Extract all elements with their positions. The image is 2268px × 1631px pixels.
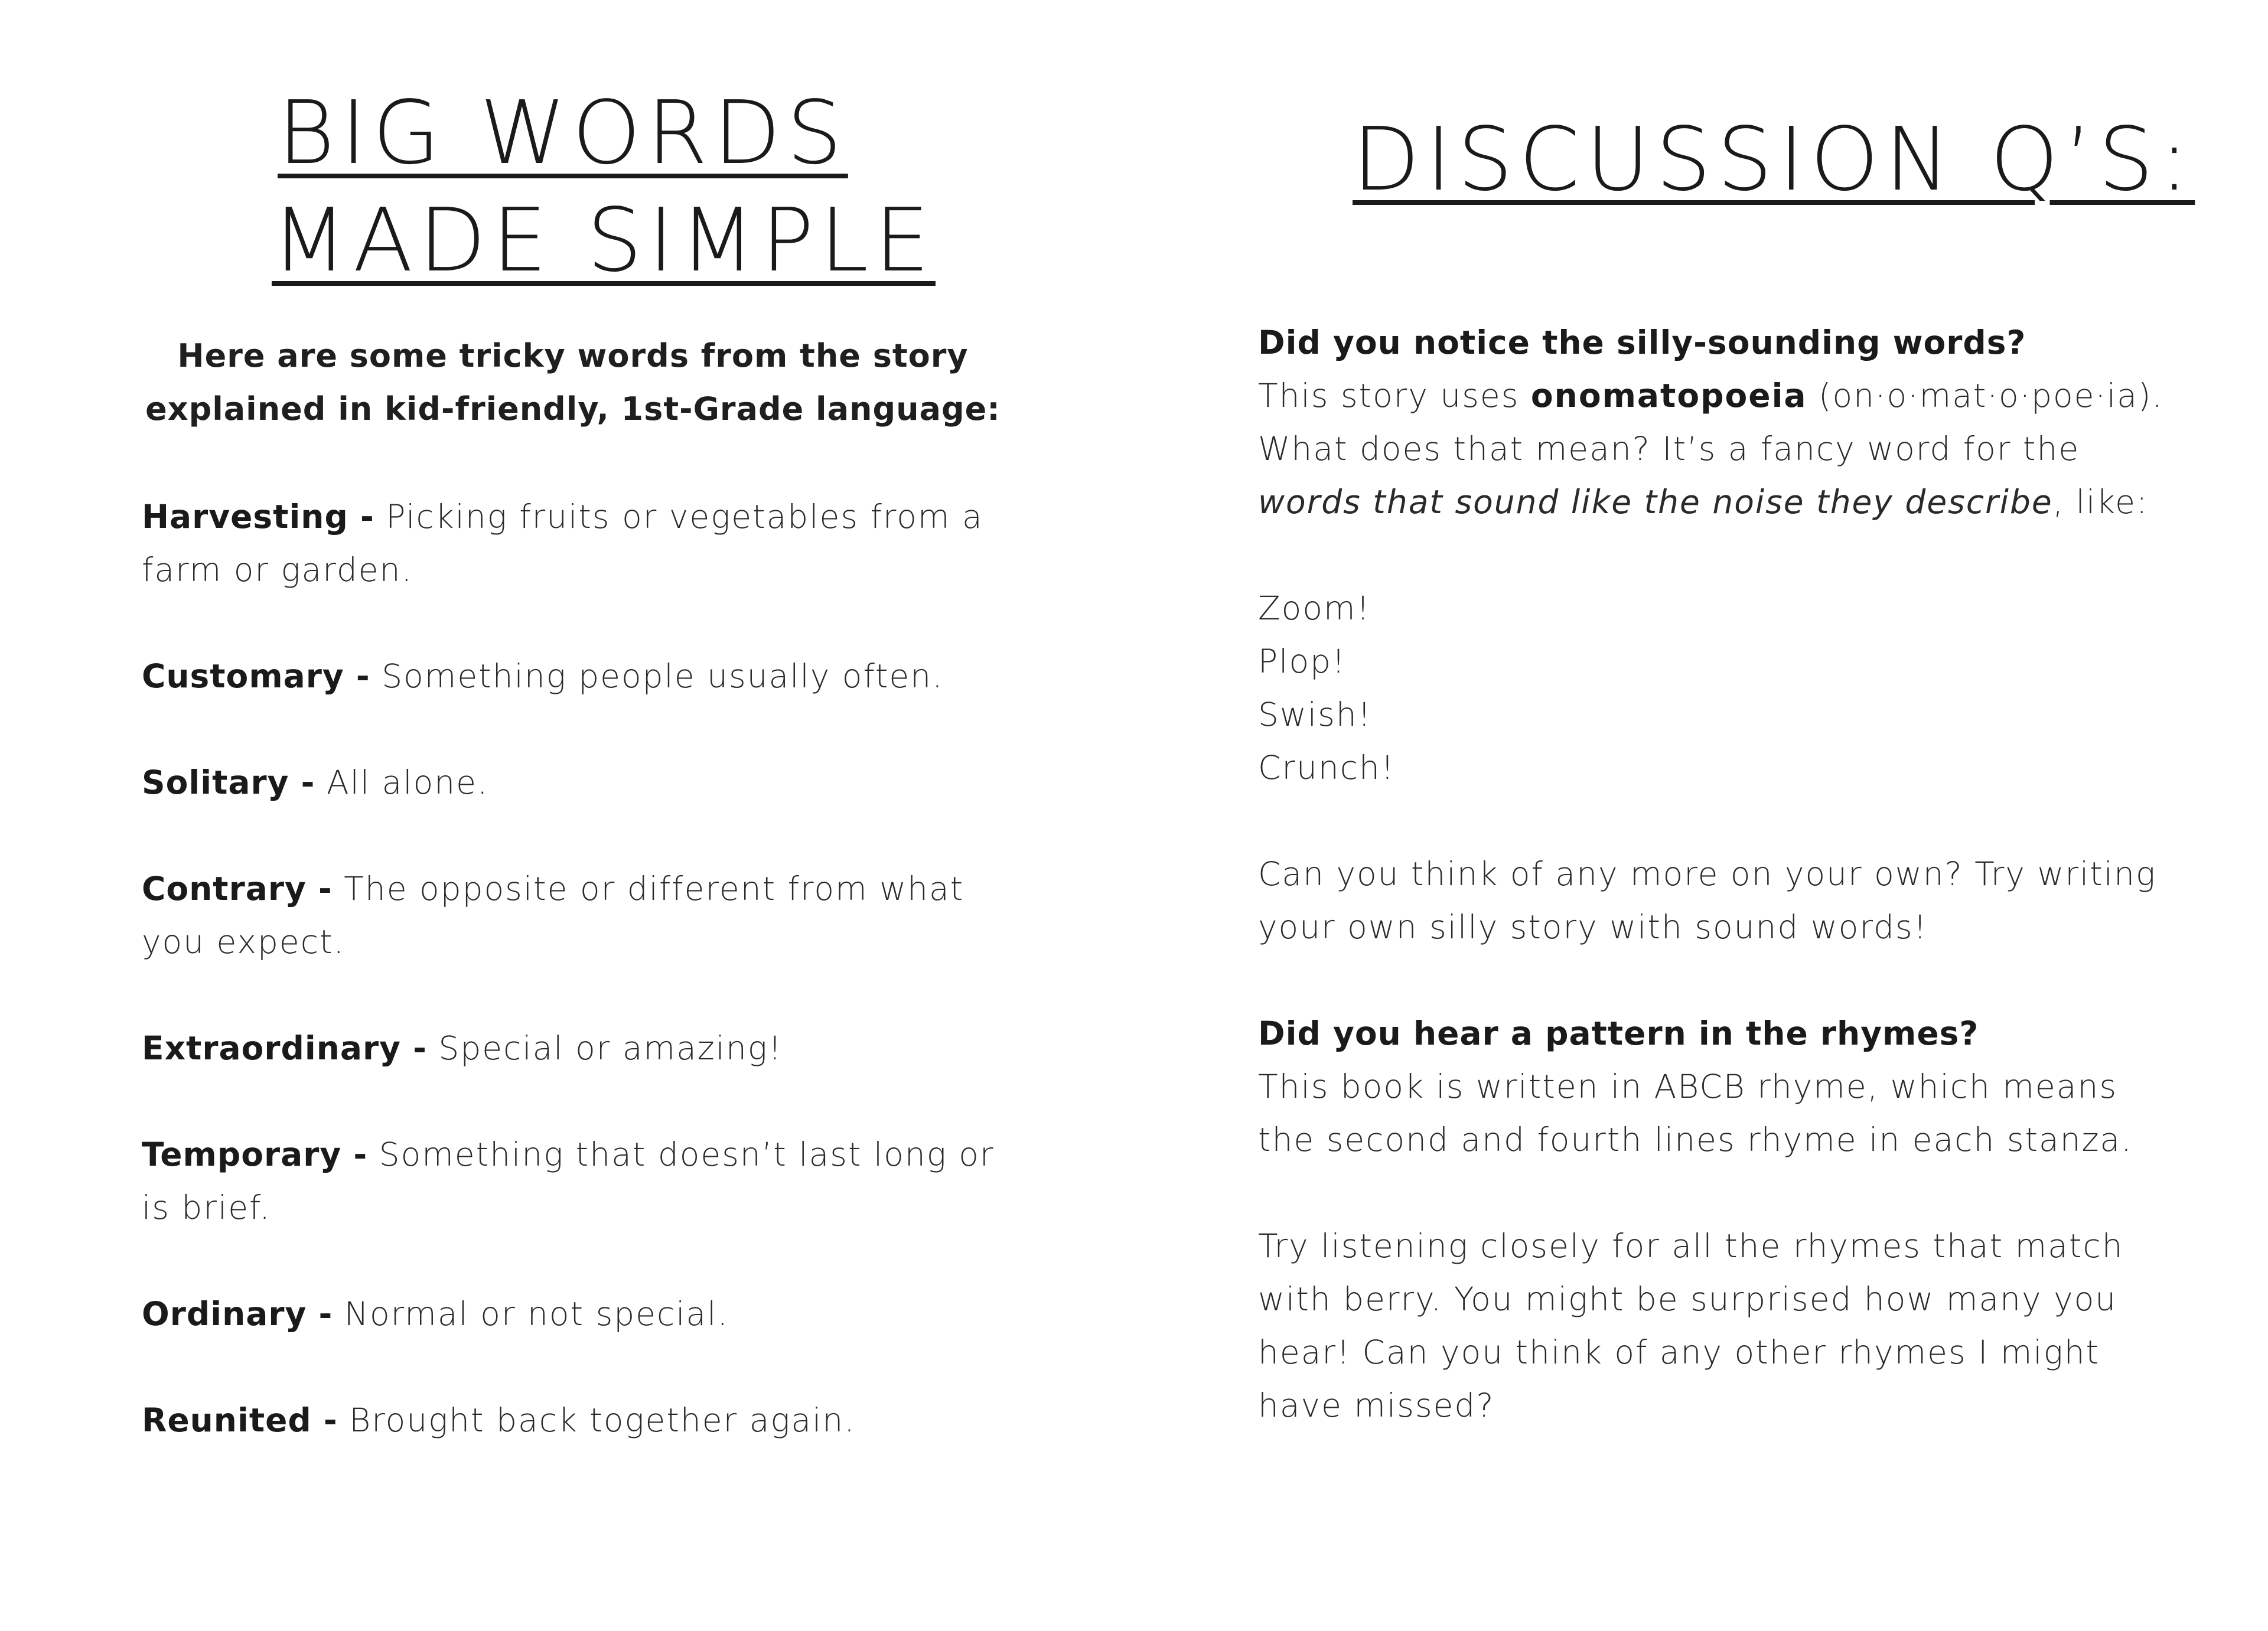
glossary-term: Ordinary - [142,1295,333,1333]
paragraph-gap [1258,529,2227,582]
q1-line-3-italic: words that sound like the noise they describe [1258,483,2053,521]
discussion-q2-line-2: the second and fourth lines rhyme in each stanza. [1258,1121,2133,1159]
discussion-q1-line-3 [1258,475,2227,529]
right-page [1134,0,2268,1631]
glossary-term: Customary - [142,657,370,695]
sound-word-example: Zoom! [1258,589,1371,627]
glossary-definition: Something people usually often. [370,657,944,695]
glossary-definition: Something that doesn’t last long or is brief. [142,1136,995,1226]
glossary-item-contrary [142,862,1016,968]
paragraph-gap [1258,794,2227,847]
discussion-q1-followup-1: Can you think of any more on your own? Try writing [1258,855,2156,893]
discussion-q2-para-1: Try listening closely for all the rhymes that match [1258,1227,2124,1265]
discussion-q2-para-2: with berry. You might be surprised how many you [1258,1280,2117,1318]
discussion-q1-line-1 [1258,369,2227,422]
glossary-item-temporary [142,1128,1016,1234]
glossary-term: Temporary - [142,1136,368,1173]
discussion-body [1258,316,2227,1432]
glossary-definition: Brought back together again. [337,1401,856,1439]
glossary-definition: The opposite or different from what you expect. [142,870,964,961]
glossary-term: Solitary - [142,764,315,801]
glossary-list [142,490,1016,1500]
glossary-item-extraordinary [142,1022,1016,1075]
discussion-q2-para-4: have missed? [1258,1387,1495,1424]
discussion-q2-line-1: This book is written in ABCB rhyme, which means [1258,1068,2117,1105]
big-words-title-line-1: BIG WORDS [278,82,848,184]
q1-line-1-post: (on·o·mat·o·poe·ia). [1807,377,2163,415]
discussion-q1-followup-2: your own silly story with sound words! [1258,908,1928,946]
discussion-q2-para-3: hear! Can you think of any other rhymes I might [1258,1333,2100,1371]
glossary-intro-line-2: explained in kid-friendly, 1st-Grade language: [145,390,1001,428]
glossary-item-ordinary [142,1287,1016,1340]
q1-line-1-pre: This story uses [1258,377,1531,415]
discussion-title: DISCUSSION Q’S: [1353,109,2195,210]
sound-word-example: Crunch! [1258,749,1395,787]
discussion-question-1: Did you notice the silly-sounding words? [1258,324,2026,361]
paragraph-gap [1258,1166,2227,1219]
glossary-definition: Special or amazing! [426,1029,783,1067]
discussion-question-2: Did you hear a pattern in the rhymes? [1258,1015,1979,1052]
paragraph-gap [1258,954,2227,1007]
glossary-term: Extraordinary - [142,1029,427,1067]
glossary-item-reunited [142,1394,1016,1447]
glossary-definition: All alone. [315,764,489,801]
glossary-intro [142,330,1004,436]
glossary-term: Reunited - [142,1401,338,1439]
glossary-item-customary [142,650,1016,703]
sound-word-example: Plop! [1258,642,1347,680]
glossary-term: Harvesting - [142,498,374,536]
glossary-term: Contrary - [142,870,333,908]
big-words-title-line-2: MADE SIMPLE [272,190,936,291]
discussion-q1-line-2: What does that mean? It’s a fancy word for the [1258,430,2080,468]
glossary-definition: Normal or not special. [333,1295,729,1333]
onomatopoeia-term: onomatopoeia [1530,377,1807,415]
glossary-item-solitary [142,756,1016,809]
glossary-intro-line-1: Here are some tricky words from the story [177,337,969,374]
glossary-item-harvesting [142,490,1016,596]
q1-line-3-post: , like: [2052,483,2149,521]
glossary-definition: Picking fruits or vegetables from a farm or garden. [142,498,983,589]
sound-word-example: Swish! [1258,696,1372,733]
